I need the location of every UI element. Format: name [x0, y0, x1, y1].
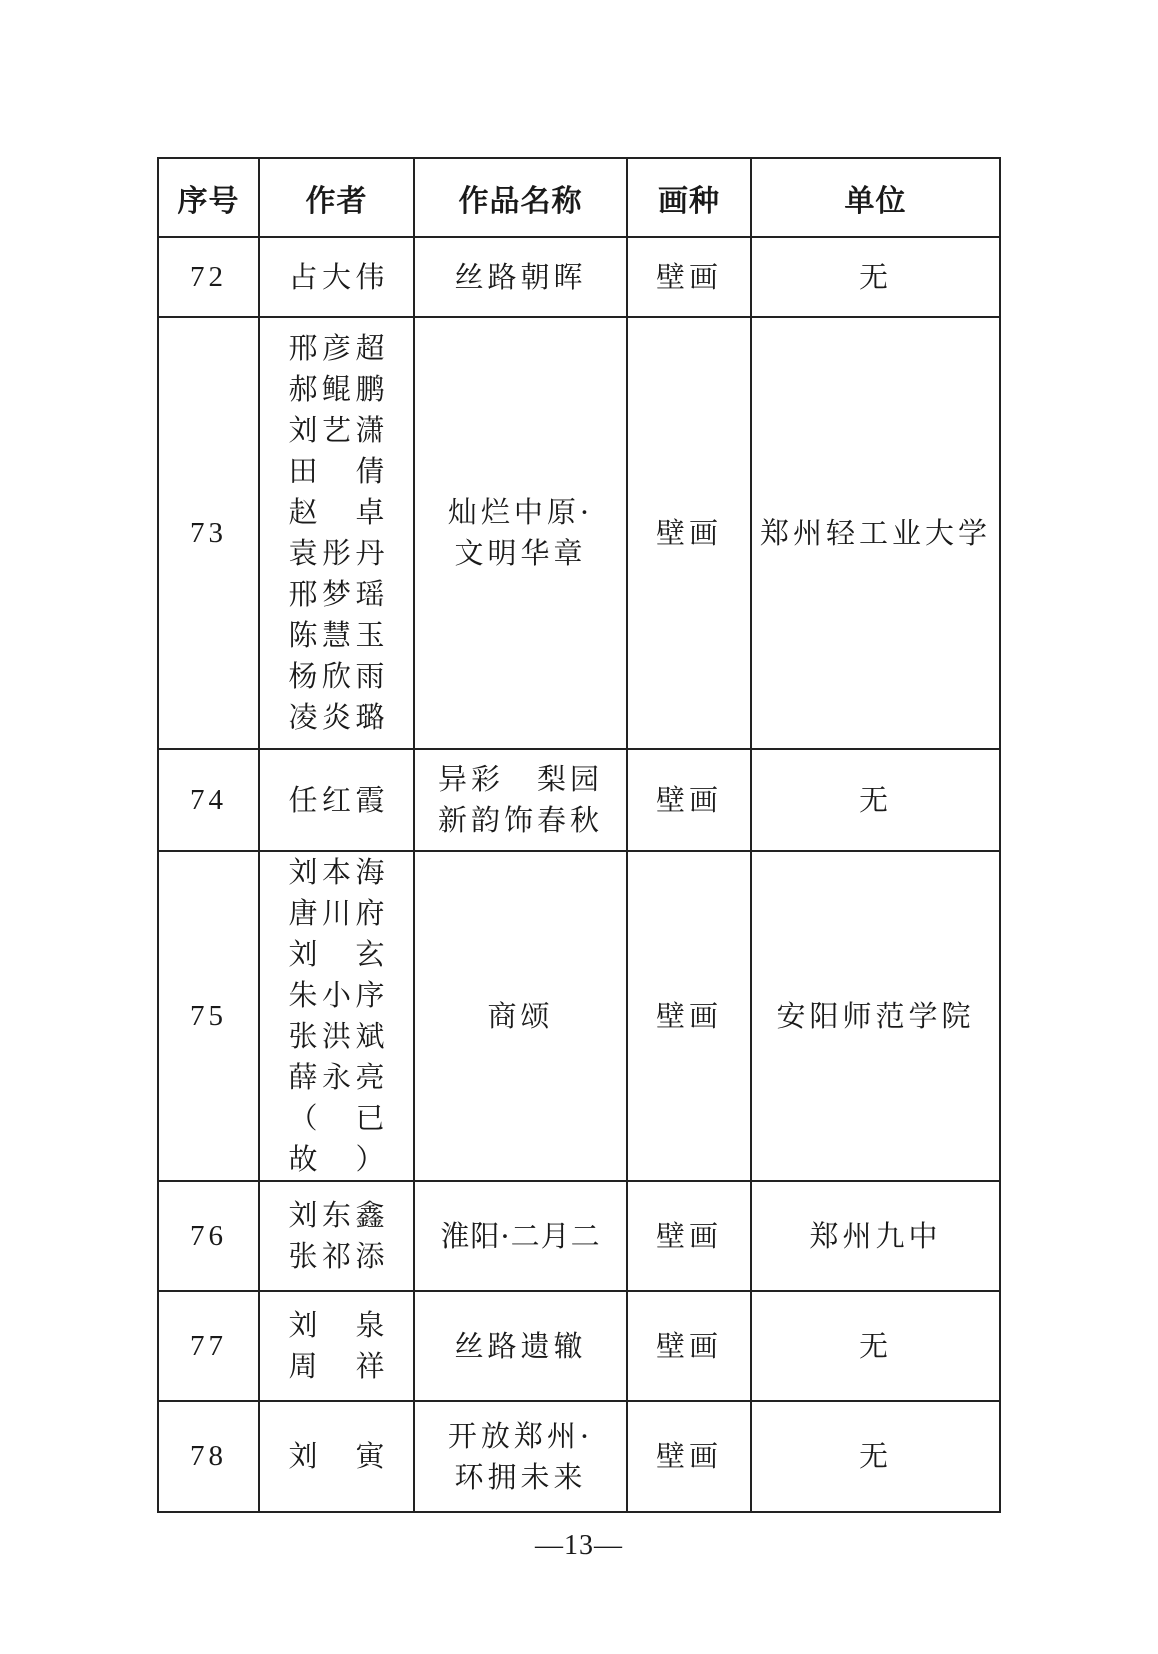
- row-title: [414, 749, 627, 851]
- row-unit: 无: [751, 1401, 1000, 1512]
- title-line: 商颂: [487, 998, 554, 1033]
- row-index: 76: [158, 1181, 259, 1291]
- title-line: 文明华章: [454, 536, 587, 570]
- title-line: 丝路遗辙: [454, 1328, 587, 1363]
- title-line: 灿烂中原·: [447, 495, 594, 529]
- row-title: [414, 1401, 627, 1512]
- page-number: —13—: [535, 1530, 623, 1561]
- author-name: 郝鲲鹏: [288, 372, 385, 406]
- table-row: [158, 1181, 1000, 1291]
- author-name: 张祁添: [288, 1239, 385, 1273]
- table-row: [158, 1401, 1000, 1512]
- row-unit: 无: [751, 237, 1000, 317]
- title-line: 新韵饰春秋: [437, 803, 603, 837]
- row-category: 壁画: [627, 851, 751, 1181]
- author-name: 邢彦超: [288, 331, 385, 365]
- table-row: [158, 237, 1000, 317]
- author-note: （已故）: [288, 1101, 385, 1176]
- table-row: [158, 1291, 1000, 1401]
- author-name: 张洪斌: [288, 1019, 385, 1053]
- title-line: 环拥未来: [454, 1459, 587, 1494]
- author-name: 刘 泉: [288, 1308, 385, 1342]
- row-unit: 郑州九中: [751, 1181, 1000, 1291]
- row-authors: [259, 1291, 414, 1401]
- author-name: 邢梦瑶: [288, 577, 385, 611]
- row-unit: 无: [751, 749, 1000, 851]
- row-unit: 郑州轻工业大学: [751, 317, 1000, 749]
- header-unit: 单位: [751, 158, 1000, 237]
- table-row: [158, 749, 1000, 851]
- author-name: 任红霞: [288, 782, 385, 817]
- author-name: 周 祥: [288, 1349, 385, 1383]
- row-category: 壁画: [627, 749, 751, 851]
- row-category: 壁画: [627, 237, 751, 317]
- table-row: [158, 317, 1000, 749]
- table-header-row: [158, 158, 1000, 237]
- row-authors: [259, 851, 414, 1181]
- row-unit: 无: [751, 1291, 1000, 1401]
- header-title: 作品名称: [414, 158, 627, 237]
- row-unit: 安阳师范学院: [751, 851, 1000, 1181]
- table-body: [158, 237, 1000, 1512]
- row-title: [414, 1181, 627, 1291]
- author-name: 田 倩: [288, 454, 385, 488]
- table-row: [158, 851, 1000, 1181]
- author-name: 袁彤丹: [288, 536, 385, 570]
- author-name: 刘本海: [288, 855, 385, 889]
- author-name: 刘 玄: [288, 937, 385, 971]
- row-index: 78: [158, 1401, 259, 1512]
- title-line: 异彩 梨园: [437, 762, 603, 796]
- author-name: 薛永亮: [288, 1060, 385, 1094]
- row-title: [414, 851, 627, 1181]
- author-name: 占大伟: [288, 259, 385, 294]
- row-index: 72: [158, 237, 259, 317]
- title-line: 开放郑州·: [447, 1418, 594, 1453]
- row-authors: [259, 317, 414, 749]
- author-name: 刘艺潇: [288, 413, 385, 447]
- title-line: 丝路朝晖: [454, 259, 587, 294]
- author-name: 刘 寅: [288, 1439, 385, 1473]
- row-category: 壁画: [627, 1181, 751, 1291]
- row-title: [414, 237, 627, 317]
- row-index: 75: [158, 851, 259, 1181]
- author-name: 赵 卓: [288, 495, 385, 529]
- row-title: [414, 1291, 627, 1401]
- row-authors: [259, 237, 414, 317]
- row-category: 壁画: [627, 317, 751, 749]
- author-name: 杨欣雨: [288, 659, 385, 693]
- row-category: 壁画: [627, 1401, 751, 1512]
- author-name: 刘东鑫: [288, 1198, 385, 1232]
- awards-table: [157, 157, 1001, 1513]
- author-name: 朱小序: [288, 978, 385, 1012]
- header-index: 序号: [158, 158, 259, 237]
- row-category: 壁画: [627, 1291, 751, 1401]
- row-index: 74: [158, 749, 259, 851]
- row-title: [414, 317, 627, 749]
- row-authors: [259, 1401, 414, 1512]
- author-name: 凌炎璐: [288, 700, 385, 734]
- header-author: 作者: [259, 158, 414, 237]
- row-authors: [259, 749, 414, 851]
- header-category: 画种: [627, 158, 751, 237]
- author-name: 陈慧玉: [288, 618, 385, 652]
- author-name: 唐川府: [288, 896, 385, 930]
- row-index: 73: [158, 317, 259, 749]
- row-index: 77: [158, 1291, 259, 1401]
- title-line: 淮阳·二月二: [440, 1218, 601, 1253]
- row-authors: [259, 1181, 414, 1291]
